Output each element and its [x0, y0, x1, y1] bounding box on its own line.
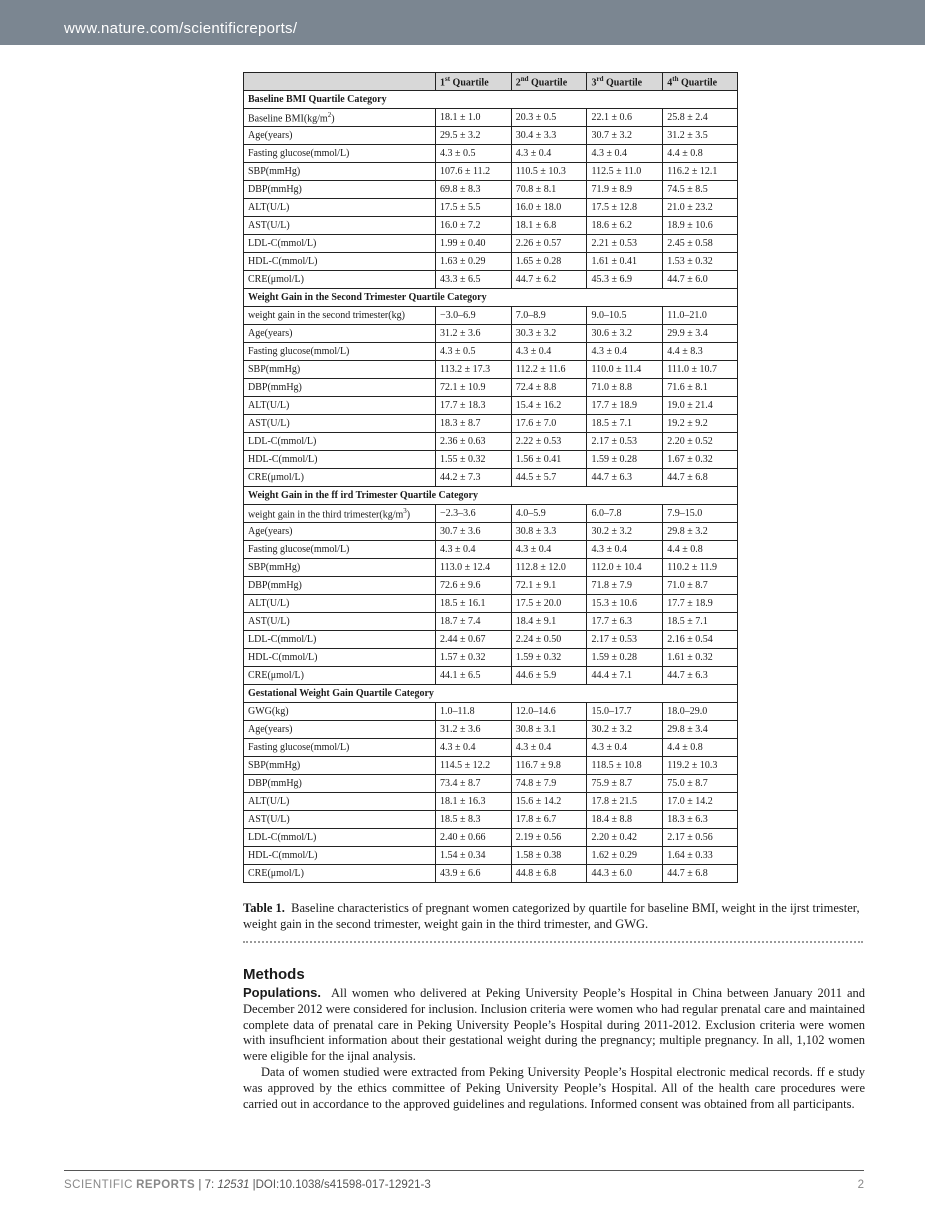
table-cell: 112.8 ± 12.0	[511, 559, 587, 577]
table-cell: 73.4 ± 8.7	[435, 775, 511, 793]
table-row	[244, 325, 738, 343]
table-cell: 16.0 ± 7.2	[435, 217, 511, 235]
row-label: Age(years)	[244, 127, 436, 145]
table-cell: 29.8 ± 3.4	[663, 721, 738, 739]
table-cell: 16.0 ± 18.0	[511, 199, 587, 217]
table-cell: 4.3 ± 0.4	[587, 145, 663, 163]
table-row	[244, 469, 738, 487]
methods-paragraph-1	[243, 985, 865, 1065]
table-row	[244, 829, 738, 847]
methods-paragraph-2: Data of women studied were extracted from Peking University People’s Hospital electronic medical records. ff e study was approved by the ethics committee of Peking University People’s Hospital. All of the health care procedures were carried out in accordance to the approved guidelines and regulations. Informed consent was obtained from all participants.	[243, 1064, 865, 1111]
table-cell: 43.9 ± 6.6	[435, 865, 511, 883]
table-cell: 4.3 ± 0.4	[587, 343, 663, 361]
table-cell: 17.0 ± 14.2	[663, 793, 738, 811]
row-label: SBP(mmHg)	[244, 757, 436, 775]
row-label: weight gain in the third $trimester(kg/m^3)$	[244, 505, 436, 523]
row-label: AST(U/L)	[244, 415, 436, 433]
table-cell: 17.7 ± 6.3	[587, 613, 663, 631]
table-cell: 74.8 ± 7.9	[511, 775, 587, 793]
column-header: 3rd Quartile	[587, 73, 663, 91]
row-label: ALT(U/L)	[244, 793, 436, 811]
table-header	[244, 73, 738, 91]
table-row	[244, 361, 738, 379]
table-cell: 21.0 ± 23.2	[663, 199, 738, 217]
table-cell: 75.9 ± 8.7	[587, 775, 663, 793]
row-label: DBP(mmHg)	[244, 577, 436, 595]
table-cell: 44.3 ± 6.0	[587, 865, 663, 883]
table-row	[244, 775, 738, 793]
table-cell: 18.0–29.0	[663, 703, 738, 721]
table-cell: 17.7 ± 18.9	[587, 397, 663, 415]
table-cell: 70.8 ± 8.1	[511, 181, 587, 199]
row-label: HDL-C(mmol/L)	[244, 649, 436, 667]
header-row	[244, 73, 738, 91]
table-cell: 112.5 ± 11.0	[587, 163, 663, 181]
table-row	[244, 271, 738, 289]
table-cell: 4.4 ± 0.8	[663, 739, 738, 757]
table-row	[244, 343, 738, 361]
table-row	[244, 181, 738, 199]
table-cell: 112.0 ± 10.4	[587, 559, 663, 577]
table-cell: 1.0–11.8	[435, 703, 511, 721]
table-cell: 44.2 ± 7.3	[435, 469, 511, 487]
table-cell: 29.5 ± 3.2	[435, 127, 511, 145]
table-cell: 44.4 ± 7.1	[587, 667, 663, 685]
table-cell: 44.5 ± 5.7	[511, 469, 587, 487]
table-cell: 4.3 ± 0.5	[435, 343, 511, 361]
table-cell: 18.4 ± 8.8	[587, 811, 663, 829]
table-cell: 2.17 ± 0.53	[587, 433, 663, 451]
table-cell: 112.2 ± 11.6	[511, 361, 587, 379]
table-cell: 18.1 ± 6.8	[511, 217, 587, 235]
footer-doi[interactable]: DOI:10.1038/s41598-017-12921-3	[255, 1179, 431, 1191]
row-label: HDL-C(mmol/L)	[244, 451, 436, 469]
table-cell: 1.59 ± 0.32	[511, 649, 587, 667]
caption-label: Table 1.	[243, 901, 285, 915]
table-cell: 29.8 ± 3.2	[663, 523, 738, 541]
table-cell: 4.3 ± 0.4	[511, 145, 587, 163]
table-cell: 1.62 ± 0.29	[587, 847, 663, 865]
table-body	[244, 91, 738, 883]
table-cell: 9.0–10.5	[587, 307, 663, 325]
table-cell: 2.19 ± 0.56	[511, 829, 587, 847]
methods-heading: Methods	[243, 966, 305, 983]
table-row	[244, 631, 738, 649]
table-cell: 2.44 ± 0.67	[435, 631, 511, 649]
table-cell: 1.59 ± 0.28	[587, 649, 663, 667]
table-cell: 4.4 ± 8.3	[663, 343, 738, 361]
table-cell: 1.67 ± 0.32	[663, 451, 738, 469]
table-cell: 30.7 ± 3.2	[587, 127, 663, 145]
table-cell: 1.99 ± 0.40	[435, 235, 511, 253]
table-cell: 25.8 ± 2.4	[663, 109, 738, 127]
table-cell: 4.3 ± 0.4	[511, 541, 587, 559]
table-cell: 116.2 ± 12.1	[663, 163, 738, 181]
table-cell: 17.5 ± 5.5	[435, 199, 511, 217]
row-label: LDL-C(mmol/L)	[244, 829, 436, 847]
table-row	[244, 415, 738, 433]
page-footer	[64, 1179, 864, 1191]
table-cell: 116.7 ± 9.8	[511, 757, 587, 775]
table-cell: 11.0–21.0	[663, 307, 738, 325]
populations-subheading: Populations.	[243, 985, 321, 1000]
row-label: DBP(mmHg)	[244, 379, 436, 397]
table-cell: 107.6 ± 11.2	[435, 163, 511, 181]
footer-rule	[64, 1170, 864, 1171]
row-label: Age(years)	[244, 325, 436, 343]
table-cell: 44.8 ± 6.8	[511, 865, 587, 883]
table-cell: 72.1 ± 9.1	[511, 577, 587, 595]
table-cell: 110.5 ± 10.3	[511, 163, 587, 181]
row-label: HDL-C(mmol/L)	[244, 847, 436, 865]
baseline-characteristics-table	[243, 72, 738, 883]
table-cell: 44.7 ± 6.8	[663, 865, 738, 883]
table-row	[244, 739, 738, 757]
table-cell: 1.54 ± 0.34	[435, 847, 511, 865]
table-cell: 18.5 ± 16.1	[435, 595, 511, 613]
footer-brand-scientific: SCIENTIFIC	[64, 1179, 133, 1191]
section-title: Weight Gain in the Second Trimester Quartile Category	[244, 289, 738, 307]
column-header: 4th Quartile	[663, 73, 738, 91]
table-cell: 2.45 ± 0.58	[663, 235, 738, 253]
table-cell: 43.3 ± 6.5	[435, 271, 511, 289]
table-cell: 1.59 ± 0.28	[587, 451, 663, 469]
table-cell: 18.6 ± 6.2	[587, 217, 663, 235]
table-cell: 4.0–5.9	[511, 505, 587, 523]
table-row	[244, 235, 738, 253]
table-cell: 18.3 ± 8.7	[435, 415, 511, 433]
dotted-divider	[243, 941, 863, 943]
table-cell: 44.1 ± 6.5	[435, 667, 511, 685]
row-label: DBP(mmHg)	[244, 181, 436, 199]
table-cell: 18.7 ± 7.4	[435, 613, 511, 631]
table-cell: 7.9–15.0	[663, 505, 738, 523]
table-cell: 71.0 ± 8.7	[663, 577, 738, 595]
section-row	[244, 487, 738, 505]
table-cell: 2.36 ± 0.63	[435, 433, 511, 451]
table-cell: 4.3 ± 0.5	[435, 145, 511, 163]
section-row	[244, 289, 738, 307]
page-number: 2	[857, 1179, 864, 1191]
row-label: HDL-C(mmol/L)	[244, 253, 436, 271]
table-cell: 17.8 ± 21.5	[587, 793, 663, 811]
table-row	[244, 847, 738, 865]
row-label: SBP(mmHg)	[244, 361, 436, 379]
table-cell: 72.4 ± 8.8	[511, 379, 587, 397]
table-row	[244, 433, 738, 451]
table-cell: 4.3 ± 0.4	[587, 541, 663, 559]
table-cell: 44.7 ± 6.0	[663, 271, 738, 289]
table-row	[244, 163, 738, 181]
table-cell: 6.0–7.8	[587, 505, 663, 523]
footer-volume: 7:	[204, 1179, 215, 1191]
section-title: Gestational Weight Gain Quartile Category	[244, 685, 738, 703]
table-cell: 22.1 ± 0.6	[587, 109, 663, 127]
row-label: ALT(U/L)	[244, 397, 436, 415]
row-label: Fasting glucose(mmol/L)	[244, 739, 436, 757]
table-cell: 2.17 ± 0.56	[663, 829, 738, 847]
table-cell: 71.0 ± 8.8	[587, 379, 663, 397]
table-cell: 119.2 ± 10.3	[663, 757, 738, 775]
table-cell: 12.0–14.6	[511, 703, 587, 721]
table-cell: 44.6 ± 5.9	[511, 667, 587, 685]
table-row	[244, 127, 738, 145]
table-row	[244, 253, 738, 271]
column-header: 1st Quartile	[435, 73, 511, 91]
table-row	[244, 577, 738, 595]
table-cell: 2.17 ± 0.53	[587, 631, 663, 649]
journal-header-bar	[0, 0, 925, 45]
table-cell: 18.5 ± 7.1	[587, 415, 663, 433]
table-cell: 74.5 ± 8.5	[663, 181, 738, 199]
table-cell: 19.0 ± 21.4	[663, 397, 738, 415]
row-label: DBP(mmHg)	[244, 775, 436, 793]
row-label: Fasting glucose(mmol/L)	[244, 343, 436, 361]
table-cell: 7.0–8.9	[511, 307, 587, 325]
row-label: ALT(U/L)	[244, 199, 436, 217]
table-cell: 1.61 ± 0.32	[663, 649, 738, 667]
table-cell: 30.4 ± 3.3	[511, 127, 587, 145]
table-cell: 30.3 ± 3.2	[511, 325, 587, 343]
table-cell: 31.2 ± 3.5	[663, 127, 738, 145]
table-cell: 17.8 ± 6.7	[511, 811, 587, 829]
table-cell: 30.8 ± 3.3	[511, 523, 587, 541]
row-label: SBP(mmHg)	[244, 559, 436, 577]
table-cell: 18.3 ± 6.3	[663, 811, 738, 829]
table-cell: 31.2 ± 3.6	[435, 325, 511, 343]
table-cell: 4.3 ± 0.4	[435, 541, 511, 559]
table-cell: 69.8 ± 8.3	[435, 181, 511, 199]
table-cell: 72.6 ± 9.6	[435, 577, 511, 595]
table-cell: 17.6 ± 7.0	[511, 415, 587, 433]
table-row	[244, 397, 738, 415]
table-cell: 71.6 ± 8.1	[663, 379, 738, 397]
table-row	[244, 379, 738, 397]
footer-brand-reports: REPORTS	[136, 1179, 196, 1191]
table-row	[244, 649, 738, 667]
table-cell: 30.6 ± 3.2	[587, 325, 663, 343]
table-cell: 4.3 ± 0.4	[511, 739, 587, 757]
table-cell: 110.0 ± 11.4	[587, 361, 663, 379]
row-label: CRE(μmol/L)	[244, 469, 436, 487]
table-row	[244, 667, 738, 685]
table-cell: 18.4 ± 9.1	[511, 613, 587, 631]
table-row	[244, 145, 738, 163]
table-cell: 30.2 ± 3.2	[587, 523, 663, 541]
table-cell: 4.4 ± 0.8	[663, 145, 738, 163]
table-cell: 17.7 ± 18.9	[663, 595, 738, 613]
footer-separator: |	[198, 1179, 202, 1191]
table-cell: 1.55 ± 0.32	[435, 451, 511, 469]
row-label: Fasting glucose(mmol/L)	[244, 145, 436, 163]
table-row	[244, 865, 738, 883]
table-cell: 113.2 ± 17.3	[435, 361, 511, 379]
table-cell: 113.0 ± 12.4	[435, 559, 511, 577]
table-row	[244, 217, 738, 235]
footer-article-number: 12531	[217, 1179, 250, 1191]
table-cell: 1.63 ± 0.29	[435, 253, 511, 271]
row-label: AST(U/L)	[244, 217, 436, 235]
table-cell: 29.9 ± 3.4	[663, 325, 738, 343]
table-cell: 114.5 ± 12.2	[435, 757, 511, 775]
table-cell: 18.5 ± 7.1	[663, 613, 738, 631]
row-label: CRE(μmol/L)	[244, 667, 436, 685]
table-cell: 71.9 ± 8.9	[587, 181, 663, 199]
table-cell: 44.7 ± 6.3	[587, 469, 663, 487]
table-row	[244, 613, 738, 631]
table-cell: 4.3 ± 0.4	[511, 343, 587, 361]
table-row	[244, 757, 738, 775]
column-header: 2nd Quartile	[511, 73, 587, 91]
table-cell: 72.1 ± 10.9	[435, 379, 511, 397]
table-row	[244, 703, 738, 721]
table-cell: 4.4 ± 0.8	[663, 541, 738, 559]
section-title: Weight Gain in the ff ird Trimester Quartile Category	[244, 487, 738, 505]
table-cell: 1.61 ± 0.41	[587, 253, 663, 271]
table-cell: 15.0–17.7	[587, 703, 663, 721]
table-caption	[243, 900, 865, 932]
table-row	[244, 793, 738, 811]
row-label: AST(U/L)	[244, 613, 436, 631]
table-cell: 18.1 ± 16.3	[435, 793, 511, 811]
table-row	[244, 451, 738, 469]
table-row	[244, 505, 738, 523]
table-cell: 75.0 ± 8.7	[663, 775, 738, 793]
row-label: Fasting glucose(mmol/L)	[244, 541, 436, 559]
table-row	[244, 307, 738, 325]
table-cell: 44.7 ± 6.3	[663, 667, 738, 685]
footer-separator: |	[252, 1179, 256, 1191]
row-label: Age(years)	[244, 523, 436, 541]
table-cell: 19.2 ± 9.2	[663, 415, 738, 433]
section-title: Baseline BMI Quartile Category	[244, 91, 738, 109]
table-cell: −2.3–3.6	[435, 505, 511, 523]
section-row	[244, 91, 738, 109]
table-cell: 1.53 ± 0.32	[663, 253, 738, 271]
table-cell: 4.3 ± 0.4	[435, 739, 511, 757]
row-label: AST(U/L)	[244, 811, 436, 829]
table-row	[244, 541, 738, 559]
table-cell: 44.7 ± 6.8	[663, 469, 738, 487]
table-cell: 15.3 ± 10.6	[587, 595, 663, 613]
table-row	[244, 595, 738, 613]
row-label: SBP(mmHg)	[244, 163, 436, 181]
table-row	[244, 811, 738, 829]
table-cell: 2.21 ± 0.53	[587, 235, 663, 253]
caption-text: Baseline characteristics of pregnant women categorized by quartile for baseline BMI, weight in the ijrst trimester, weight gain in the second trimester, weight gain in the third trimester, and GWG.	[243, 901, 860, 931]
table-cell: 71.8 ± 7.9	[587, 577, 663, 595]
table-row	[244, 199, 738, 217]
table-cell: 18.1 ± 1.0	[435, 109, 511, 127]
row-label: Baseline $BMI(kg/m^2)$	[244, 109, 436, 127]
row-label: LDL-C(mmol/L)	[244, 433, 436, 451]
table-cell: 44.7 ± 6.2	[511, 271, 587, 289]
table-cell: 118.5 ± 10.8	[587, 757, 663, 775]
table-cell: 30.8 ± 3.1	[511, 721, 587, 739]
table-cell: 15.6 ± 14.2	[511, 793, 587, 811]
table-cell: 15.4 ± 16.2	[511, 397, 587, 415]
row-label: GWG(kg)	[244, 703, 436, 721]
table-cell: 4.3 ± 0.4	[587, 739, 663, 757]
row-label: Age(years)	[244, 721, 436, 739]
table-cell: 1.57 ± 0.32	[435, 649, 511, 667]
table-row	[244, 721, 738, 739]
table-cell: 110.2 ± 11.9	[663, 559, 738, 577]
table-cell: 31.2 ± 3.6	[435, 721, 511, 739]
table-cell: 1.64 ± 0.33	[663, 847, 738, 865]
table-cell: −3.0–6.9	[435, 307, 511, 325]
table-row	[244, 523, 738, 541]
table-cell: 2.22 ± 0.53	[511, 433, 587, 451]
column-header	[244, 73, 436, 91]
table-cell: 111.0 ± 10.7	[663, 361, 738, 379]
table-cell: 30.2 ± 3.2	[587, 721, 663, 739]
table-cell: 2.24 ± 0.50	[511, 631, 587, 649]
table-cell: 1.65 ± 0.28	[511, 253, 587, 271]
table-cell: 2.40 ± 0.66	[435, 829, 511, 847]
journal-url[interactable]: www.nature.com/scientificreports/	[64, 20, 298, 37]
table-cell: 17.7 ± 18.3	[435, 397, 511, 415]
table-cell: 2.26 ± 0.57	[511, 235, 587, 253]
row-label: CRE(μmol/L)	[244, 271, 436, 289]
section-row	[244, 685, 738, 703]
table-cell: 18.9 ± 10.6	[663, 217, 738, 235]
row-label: CRE(μmol/L)	[244, 865, 436, 883]
table-cell: 20.3 ± 0.5	[511, 109, 587, 127]
table-cell: 1.58 ± 0.38	[511, 847, 587, 865]
table-cell: 17.5 ± 12.8	[587, 199, 663, 217]
table-row	[244, 559, 738, 577]
row-label: LDL-C(mmol/L)	[244, 235, 436, 253]
table-cell: 17.5 ± 20.0	[511, 595, 587, 613]
row-label: LDL-C(mmol/L)	[244, 631, 436, 649]
table-cell: 2.20 ± 0.52	[663, 433, 738, 451]
paragraph-1-text: All women who delivered at Peking University People’s Hospital in China between January 2011 and December 2012 were considered for inclusion. Inclusion criteria were women who had regular prenatal care and maintained complete data of prenatal care in Peking University People’s Hospital during 2011-2012. Exclusion criteria were women with insufhcient information about their gestational weight during the pregnancy; multiple pregnancy. In all, 1,102 women were eligible for the ijnal analysis.	[243, 986, 865, 1064]
table-cell: 18.5 ± 8.3	[435, 811, 511, 829]
table-cell: 1.56 ± 0.41	[511, 451, 587, 469]
row-label: weight gain in the second trimester(kg)	[244, 307, 436, 325]
table-row	[244, 109, 738, 127]
methods-body	[243, 985, 865, 1112]
table-cell: 45.3 ± 6.9	[587, 271, 663, 289]
row-label: ALT(U/L)	[244, 595, 436, 613]
table-cell: 2.20 ± 0.42	[587, 829, 663, 847]
table-cell: 30.7 ± 3.6	[435, 523, 511, 541]
table-cell: 2.16 ± 0.54	[663, 631, 738, 649]
